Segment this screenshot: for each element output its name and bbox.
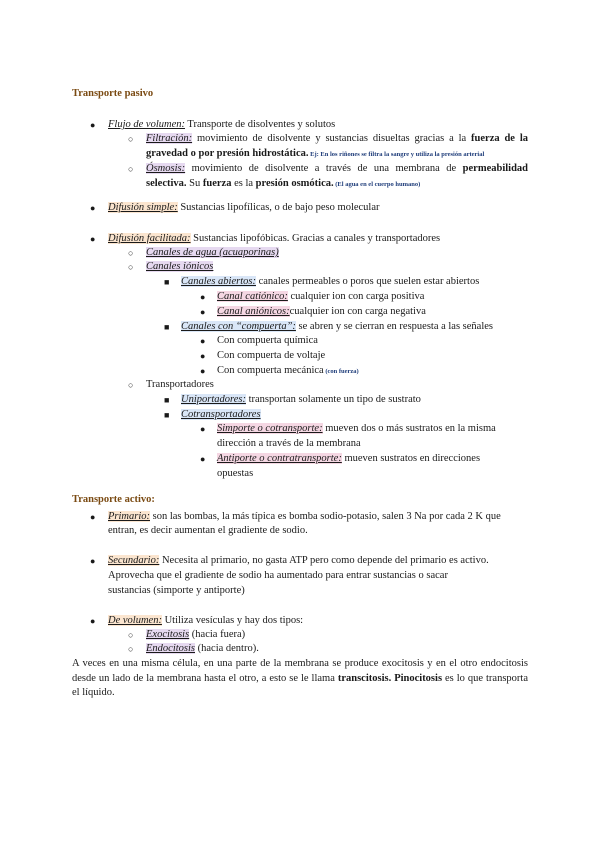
- text-final-1: A veces en una misma célula, en una parte de la membrana se produce exocitosis y en el otro endocitosis desde un lado de la membrana hasta el otro, a esto se le llama: [72, 658, 528, 684]
- bullet-circle: ○: [128, 164, 134, 174]
- text-osmosis-2: Su: [186, 177, 203, 189]
- text-compuerta-mecanica: Con compuerta mecánica: [217, 365, 324, 376]
- list-item-primario: [108, 510, 501, 524]
- note-filtracion: Ej: En los riñones se filtra la sangre y utiliza la presión arterial: [308, 150, 485, 158]
- heading-transporte-activo: Transporte activo:: [72, 494, 155, 505]
- bullet-disc: ●: [90, 512, 96, 522]
- bold-osmosis-2: fuerza: [202, 177, 232, 189]
- bullet-disc: ●: [90, 616, 96, 626]
- bullet-square: ■: [164, 322, 170, 332]
- text-difusion-facilitada: Sustancias lipofóbicas. Gracias a canales y transportadores: [190, 233, 441, 244]
- text-simporte: mueven dos o más sustratos en la misma: [322, 423, 496, 434]
- text-endocitosis: (hacia dentro).: [195, 643, 259, 654]
- bullet-disc: ●: [200, 307, 206, 317]
- bullet-disc: ●: [200, 424, 206, 434]
- text-exocitosis: (hacia fuera): [189, 629, 246, 640]
- bullet-disc: ●: [200, 292, 206, 302]
- list-item-compuerta-quimica: Con compuerta química: [217, 335, 318, 346]
- bullet-disc: ●: [200, 454, 206, 464]
- bullet-square: ■: [164, 395, 170, 405]
- term-endocitosis: Endocitosis: [146, 643, 195, 654]
- bullet-disc: ●: [90, 234, 96, 244]
- bullet-disc: ●: [90, 556, 96, 566]
- list-item-flujo: [108, 118, 335, 132]
- bullet-disc: ●: [200, 336, 206, 346]
- bullet-circle: ○: [128, 248, 134, 258]
- list-item-canales-compuerta: [181, 320, 493, 334]
- list-item-canal-cationico: [217, 290, 424, 304]
- text-filtracion: movimiento de disolvente y sustancias disueltas gracias a la: [192, 133, 472, 144]
- bullet-circle: ○: [128, 380, 134, 390]
- list-item-antiporte: [217, 452, 480, 466]
- bullet-square: ■: [164, 277, 170, 287]
- text-primario: son las bombas, la más típica es bomba sodio-potasio, salen 3 Na por cada 2 K que: [150, 511, 501, 522]
- term-primario: Primario:: [108, 511, 150, 522]
- term-secundario: Secundario:: [108, 555, 160, 566]
- text-final-2: es lo que transporta el líquido.: [72, 672, 528, 699]
- text-primario-cont: entran, es decir aumentan el gradiente de sodio.: [108, 525, 308, 536]
- term-simporte: Simporte o cotransporte:: [217, 423, 323, 434]
- list-item-endocitosis: [146, 642, 259, 656]
- bullet-circle: ○: [128, 134, 134, 144]
- text-difusion-simple: Sustancias lipofílicas, o de bajo peso molecular: [177, 202, 380, 213]
- list-item-canal-anionico: [217, 305, 426, 319]
- term-exocitosis: Exocitosis: [146, 629, 190, 640]
- list-item-uniportadores: [181, 393, 421, 407]
- list-item-difusion-simple: [108, 201, 380, 215]
- text-osmosis: movimiento de disolvente a través de una membrana de: [185, 163, 463, 174]
- text-secundario: Necesita al primario, no gasta ATP pero como depende del primario es activo.: [159, 555, 489, 566]
- list-item-canales-ionicos: [146, 260, 213, 274]
- text-antiporte: mueven sustratos en direcciones: [341, 453, 481, 464]
- term-canal-anionico: Canal aniónicos:: [217, 306, 290, 317]
- bullet-circle: ○: [128, 262, 134, 272]
- text-secundario-cont-2: sustancias (simporte y antiporte): [108, 585, 245, 596]
- text-uniportadores: transportan solamente un tipo de sustrato: [245, 394, 421, 405]
- list-item-transportadores: Transportadores: [146, 379, 214, 390]
- term-difusion-simple: Difusión simple:: [108, 202, 178, 213]
- text-canales-compuerta: se abren y se cierran en respuesta a las señales: [295, 321, 493, 332]
- text-antiporte-cont: opuestas: [217, 468, 254, 479]
- term-cotransportadores: Cotransportadores: [181, 409, 261, 420]
- text-flujo: Transporte de disolventes y solutos: [184, 119, 336, 130]
- term-canales-agua: Canales de agua (acuaporinas): [146, 247, 279, 258]
- bold-filtracion: fuerza de la gravedad o por presión hidrostática.: [146, 133, 528, 159]
- bullet-disc: ●: [200, 351, 206, 361]
- term-uniportadores: Uniportadores:: [181, 394, 246, 405]
- term-flujo: Flujo de volumen:: [108, 119, 185, 130]
- list-item-compuerta-mecanica: [217, 364, 359, 379]
- text-canal-anionico: cualquier ion con carga negativa: [289, 306, 426, 317]
- bullet-square: ■: [164, 410, 170, 420]
- note-compuerta-mecanica: (con fuerza): [323, 368, 359, 375]
- term-filtracion: Filtración:: [146, 133, 193, 144]
- text-osmosis-3: es la: [231, 177, 256, 189]
- text-simporte-cont: dirección a través de la membrana: [217, 438, 361, 449]
- bold-final: transcitosis. Pinocitosis: [337, 672, 443, 684]
- text-canal-cationico: cualquier ion con carga positiva: [287, 291, 425, 302]
- term-antiporte: Antiporte o contratransporte:: [217, 453, 342, 464]
- term-osmosis: Ósmosis:: [146, 163, 186, 174]
- paragraph-transcitosis: [72, 657, 528, 701]
- list-item-cotransportadores: [181, 408, 261, 422]
- term-difusion-facilitada: Difusión facilitada:: [108, 233, 191, 244]
- heading-transporte-pasivo: Transporte pasivo: [72, 88, 154, 99]
- bullet-disc: ●: [90, 120, 96, 130]
- text-canales-abiertos: canales permeables o poros que suelen estar abiertos: [255, 276, 480, 287]
- bold-osmosis-3: presión osmótica.: [255, 177, 334, 189]
- list-item-secundario: [108, 554, 489, 568]
- bullet-circle: ○: [128, 644, 134, 654]
- note-osmosis: (El agua en el cuerpo humano): [333, 180, 421, 188]
- term-canales-abiertos: Canales abiertos:: [181, 276, 256, 287]
- list-item-canales-agua: [146, 246, 279, 260]
- list-item-osmosis: [146, 162, 528, 192]
- list-item-filtracion: [146, 132, 528, 162]
- term-canal-cationico: Canal catiónico:: [217, 291, 288, 302]
- list-item-exocitosis: [146, 628, 245, 642]
- list-item-difusion-facilitada: [108, 232, 440, 246]
- bullet-disc: ●: [90, 203, 96, 213]
- bullet-circle: ○: [128, 630, 134, 640]
- term-canales-ionicos: Canales iónicos: [146, 261, 214, 272]
- list-item-canales-abiertos: [181, 275, 479, 289]
- text-secundario-cont: Aprovecha que el gradiente de sodio ha aumentado para entrar sustancias o sacar: [108, 570, 448, 581]
- bold-osmosis-1: permeabilidad selectiva.: [146, 163, 528, 189]
- list-item-volumen: [108, 614, 303, 628]
- list-item-simporte: [217, 422, 496, 436]
- list-item-compuerta-voltaje: Con compuerta de voltaje: [217, 350, 326, 361]
- text-volumen: Utiliza vesículas y hay dos tipos:: [161, 615, 304, 626]
- bullet-disc: ●: [200, 366, 206, 376]
- term-volumen: De volumen:: [108, 615, 162, 626]
- term-canales-compuerta: Canales con “compuerta”:: [181, 321, 296, 332]
